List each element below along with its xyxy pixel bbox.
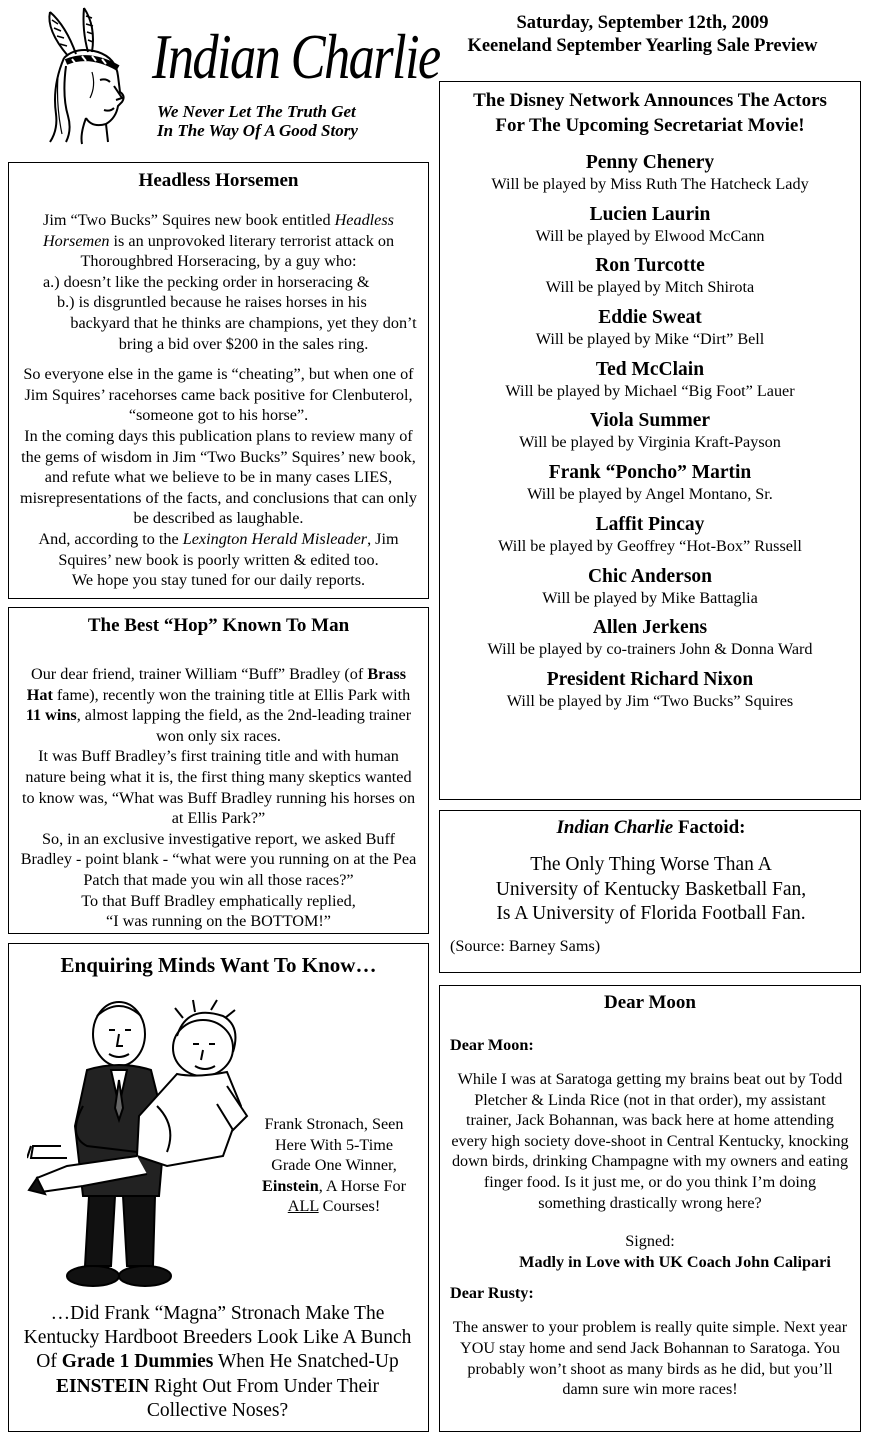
issue-date: Saturday, September 12th, 2009 bbox=[516, 13, 769, 33]
cast-entry bbox=[446, 358, 854, 401]
text-run: Our dear friend, trainer William “Buff” Bradley (of bbox=[31, 665, 368, 683]
headless-horsemen-article bbox=[8, 162, 429, 599]
enquiring-minds-article bbox=[8, 943, 429, 1432]
factoid-source: (Source: Barney Sams) bbox=[450, 936, 601, 955]
dear-moon-column bbox=[439, 985, 861, 1432]
character-name: Ted McClain bbox=[595, 358, 705, 380]
played-by: Will be played by Jim “Two Bucks” Squires bbox=[506, 691, 794, 710]
text-run: When He Snatched-Up bbox=[213, 1351, 399, 1373]
played-by: Will be played by co-trainers John & Donna Ward bbox=[487, 640, 813, 659]
played-by: Will be played by Mike “Dirt” Bell bbox=[535, 330, 765, 349]
paragraph: In the coming days this publication plans to review many of the gems of wisdom in Jim “Two Bucks” Squires’ new book, and refute what we believe to be in many cases LIES, misrepresentations of the facts, and conclusions that can only be described as laughable. bbox=[20, 426, 417, 528]
title-line-2: For The Upcoming Secretariat Movie! bbox=[495, 115, 805, 136]
paragraph: We hope you stay tuned for our daily reports. bbox=[71, 571, 366, 590]
disney-casting-article bbox=[439, 81, 861, 800]
cast-entry bbox=[446, 203, 854, 246]
played-by: Will be played by Elwood McCann bbox=[535, 226, 765, 245]
newspaper-name: Lexington Herald Misleader bbox=[182, 529, 368, 548]
enquiring-question bbox=[15, 1302, 420, 1423]
cast-entry bbox=[446, 565, 854, 608]
article-body bbox=[19, 664, 418, 932]
character-name: Frank “Poncho” Martin bbox=[548, 462, 752, 484]
cast-entry bbox=[446, 306, 854, 349]
paragraph: To that Buff Bradley emphatically replied, bbox=[81, 891, 356, 910]
text-run: , Jim Squires’ new book is poorly written & edited too. bbox=[58, 529, 399, 569]
paragraph: It was Buff Bradley’s first training title and with human nature being what it is, the first thing many skeptics wanted to know was, “What was Buff Bradley running his horses on at Ellis Park?” bbox=[21, 747, 416, 828]
character-name: Eddie Sweat bbox=[598, 307, 702, 329]
text-run: And, according to the bbox=[38, 529, 183, 548]
played-by: Will be played by Geoffrey “Hot-Box” Russell bbox=[498, 536, 802, 555]
text-run: , A Horse For bbox=[318, 1176, 406, 1195]
character-name: Laffit Pincay bbox=[595, 513, 705, 535]
character-name: Allen Jerkens bbox=[592, 617, 708, 639]
character-name: Lucien Laurin bbox=[589, 203, 711, 225]
cast-entry bbox=[446, 409, 854, 452]
text-run: Jim “Two Bucks” Squires new book entitled bbox=[43, 211, 335, 229]
masthead-tagline bbox=[157, 102, 427, 140]
cartoon-illustration bbox=[27, 996, 259, 1296]
character-name: Ron Turcotte bbox=[595, 255, 705, 277]
best-hop-article bbox=[8, 607, 429, 934]
signature: Madly in Love with UK Coach John Calipari bbox=[519, 1252, 831, 1271]
paragraph bbox=[19, 529, 418, 570]
character-name: Penny Chenery bbox=[585, 152, 715, 173]
factoid-title bbox=[450, 817, 852, 839]
tagline-line-1: We Never Let The Truth Get bbox=[157, 102, 356, 121]
factoid-text bbox=[450, 853, 852, 927]
text-run: Frank Stronach, Seen Here With 5-Time Grade One Winner, bbox=[264, 1115, 404, 1175]
played-by: Will be played by Mike Battaglia bbox=[542, 588, 758, 607]
character-name: President Richard Nixon bbox=[546, 668, 754, 690]
horse-name: Einstein bbox=[262, 1176, 319, 1195]
win-count: 11 wins bbox=[25, 706, 77, 725]
salutation: Dear Rusty: bbox=[450, 1284, 534, 1303]
bold-phrase: Grade 1 Dummies bbox=[61, 1351, 214, 1373]
article-title: Enquiring Minds Want To Know… bbox=[60, 953, 377, 977]
column-title: Dear Moon bbox=[604, 992, 696, 1013]
indian-chief-logo bbox=[36, 6, 136, 146]
article-title: The Best “Hop” Known To Man bbox=[87, 615, 350, 636]
article-title: Headless Horsemen bbox=[138, 170, 299, 191]
article-title bbox=[446, 88, 854, 138]
salutation: Dear Moon: bbox=[450, 1036, 534, 1054]
tagline-line-2: In The Way Of A Good Story bbox=[157, 121, 358, 140]
book-title: Headless Horsemen bbox=[42, 211, 394, 250]
played-by: Will be played by Michael “Big Foot” Lauer bbox=[505, 381, 795, 400]
paragraph: So everyone else in the game is “cheating”, but when one of Jim Squires’ racehorses came back positive for Clenbuterol, “someone got to his horse”. bbox=[23, 365, 414, 425]
list-item-b-cont: backyard that he thinks are champions, yet they don’t bring a bid over $200 in the sales ring. bbox=[70, 313, 417, 353]
factoid-box bbox=[439, 810, 861, 973]
factoid-line: The Only Thing Worse Than A bbox=[530, 854, 772, 875]
paragraph bbox=[19, 664, 418, 746]
underlined-word: ALL bbox=[287, 1197, 319, 1216]
paragraph bbox=[19, 210, 418, 272]
factoid-line: Is A University of Florida Football Fan. bbox=[496, 903, 806, 924]
played-by: Will be played by Virginia Kraft-Payson bbox=[519, 433, 781, 452]
character-name: Viola Summer bbox=[589, 410, 711, 432]
text-run: Courses! bbox=[318, 1197, 381, 1216]
text-run: is an unprovoked literary terrorist attack on Thoroughbred Horseracing, by a guy who: bbox=[80, 231, 395, 271]
cast-list bbox=[446, 151, 854, 711]
text-run: Right Out From Under Their Collective Noses? bbox=[146, 1375, 380, 1421]
text-run: Factoid: bbox=[673, 817, 746, 838]
played-by: Will be played by Angel Montano, Sr. bbox=[527, 485, 773, 504]
factoid-line: University of Kentucky Basketball Fan, bbox=[495, 878, 807, 900]
horse-name: Brass Hat bbox=[26, 665, 406, 704]
paragraph: So, in an exclusive investigative report, we asked Buff Bradley - point blank - “what were you running on at the Pea Patch that made you win all those races?” bbox=[20, 829, 417, 889]
reply-letter: The answer to your problem is really quite simple. Next year YOU stay home and send Jack Bohannan to Saratoga. You probably won’t shoot as many birds as he did, but you’ll damn sure win more races! bbox=[452, 1318, 848, 1399]
cast-entry bbox=[446, 461, 854, 504]
cast-entry bbox=[446, 151, 854, 194]
list-item-a: a.) doesn’t like the pecking order in horseracing & bbox=[43, 272, 370, 291]
cast-entry bbox=[446, 668, 854, 711]
issue-header bbox=[440, 12, 845, 58]
cartoon-caption bbox=[259, 1114, 409, 1217]
issue-edition: Keeneland September Yearling Sale Preview bbox=[467, 36, 818, 56]
text-run: …Did Frank “Magna” Stronach Make The Kentucky Hardboot Breeders Look Like A Bunch Of bbox=[23, 1303, 412, 1373]
cast-entry bbox=[446, 513, 854, 556]
signed-label: Signed: bbox=[625, 1232, 675, 1251]
text-run: , almost lapping the field, as the 2nd-leading trainer won only six races. bbox=[76, 706, 412, 745]
cast-entry bbox=[446, 616, 854, 659]
played-by: Will be played by Miss Ruth The Hatcheck Lady bbox=[491, 175, 809, 193]
text-run: fame), recently won the training title at Ellis Park with bbox=[52, 685, 411, 704]
title-line-1: The Disney Network Announces The Actors bbox=[473, 90, 827, 111]
article-body bbox=[19, 210, 418, 591]
paragraph: “I was running on the BOTTOM!” bbox=[106, 912, 331, 931]
list-item-b: b.) is disgruntled because he raises horses in his bbox=[57, 293, 367, 312]
played-by: Will be played by Mitch Shirota bbox=[545, 278, 755, 297]
horse-name: EINSTEIN bbox=[55, 1375, 150, 1397]
publication-name: Indian Charlie bbox=[556, 817, 674, 838]
character-name: Chic Anderson bbox=[587, 565, 713, 587]
masthead-title: Indian Charlie bbox=[152, 21, 440, 92]
cast-entry bbox=[446, 254, 854, 297]
reader-letter: While I was at Saratoga getting my brains beat out by Todd Pletcher & Linda Rice (not in that order), my assistant trainer, Jack Bohannan, was back here at home attending every high society dove-shoot in Central Kentucky, knocking down birds, drinking Champagne with my owners and eating finger food. Is it just me, or do you think I’m doing something drastically wrong here? bbox=[451, 1070, 849, 1212]
